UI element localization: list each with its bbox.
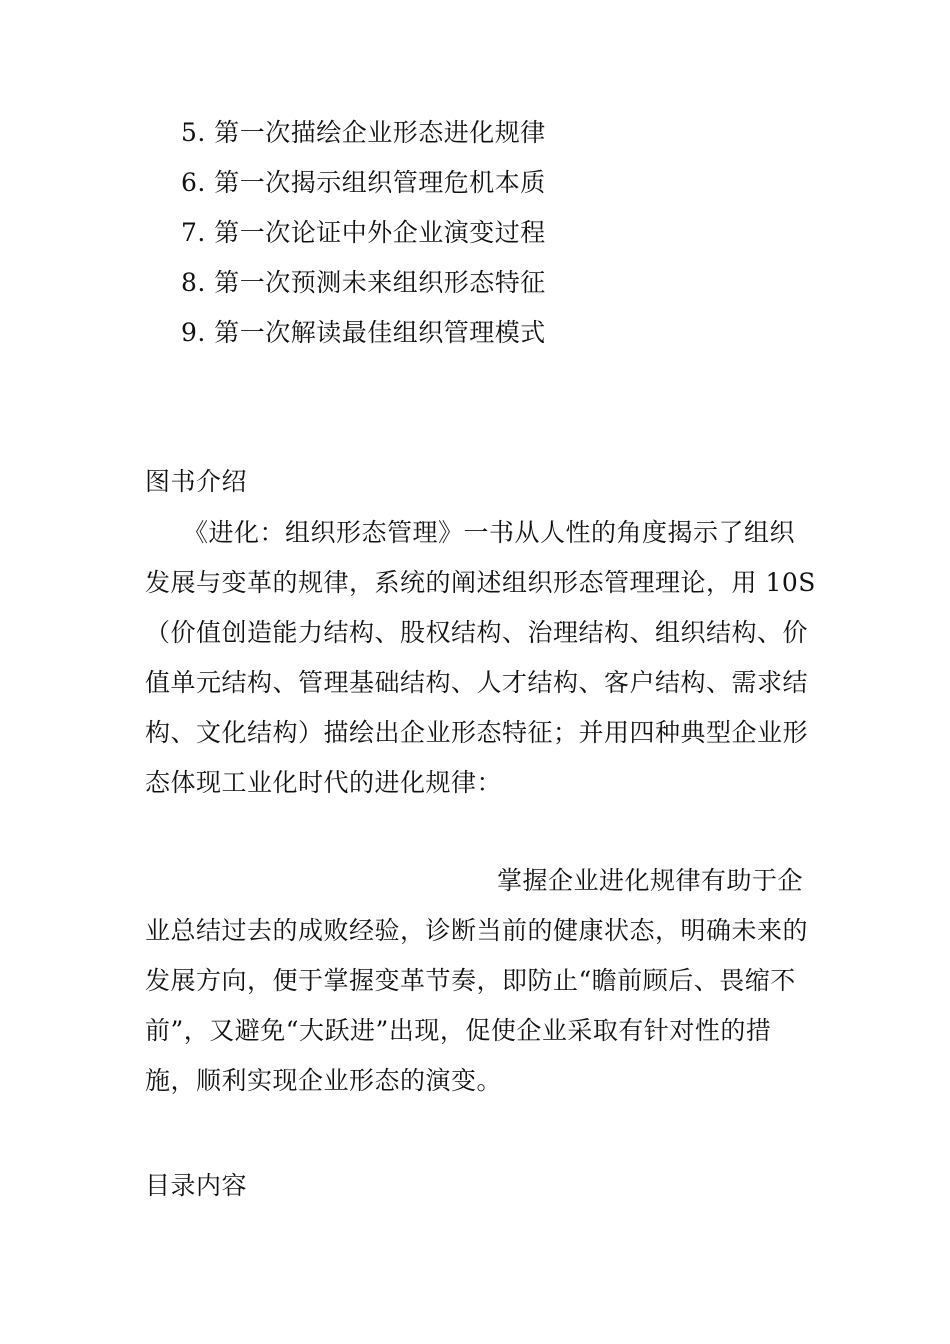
list-item: 5. 第一次描绘企业形态进化规律 xyxy=(181,118,546,147)
list-item: 6. 第一次揭示组织管理危机本质 xyxy=(181,168,546,197)
paragraph-line: （价值创造能力结构、股权结构、治理结构、组织结构、价 xyxy=(145,618,809,647)
paragraph-line: 值单元结构、管理基础结构、人才结构、客户结构、需求结 xyxy=(145,668,809,697)
paragraph-line: 施，顺利实现企业形态的演变。 xyxy=(145,1066,503,1095)
section-heading-toc: 目录内容 xyxy=(145,1171,248,1200)
section-heading-intro: 图书介绍 xyxy=(145,467,248,496)
list-item: 8. 第一次预测未来组织形态特征 xyxy=(181,268,546,297)
paragraph-line: 发展方向，便于掌握变革节奏，即防止“瞻前顾后、畏缩不 xyxy=(145,966,796,995)
paragraph-line: 《进化：组织形态管理》一书从人性的角度揭示了组织 xyxy=(183,518,796,547)
paragraph-line: 掌握企业进化规律有助于企 xyxy=(497,866,804,895)
paragraph-line: 发展与变革的规律，系统的阐述组织形态管理理论，用 10S xyxy=(145,568,816,597)
paragraph-line: 构、文化结构）描绘出企业形态特征；并用四种典型企业形 xyxy=(145,718,809,747)
paragraph-line: 前”，又避免“大跃进”出现，促使企业采取有针对性的措 xyxy=(145,1016,772,1045)
paragraph-line: 态体现工业化时代的进化规律： xyxy=(145,768,503,797)
list-item: 9. 第一次解读最佳组织管理模式 xyxy=(181,318,546,347)
paragraph-line: 业总结过去的成败经验，诊断当前的健康状态，明确未来的 xyxy=(145,916,809,945)
list-item: 7. 第一次论证中外企业演变过程 xyxy=(181,218,546,247)
